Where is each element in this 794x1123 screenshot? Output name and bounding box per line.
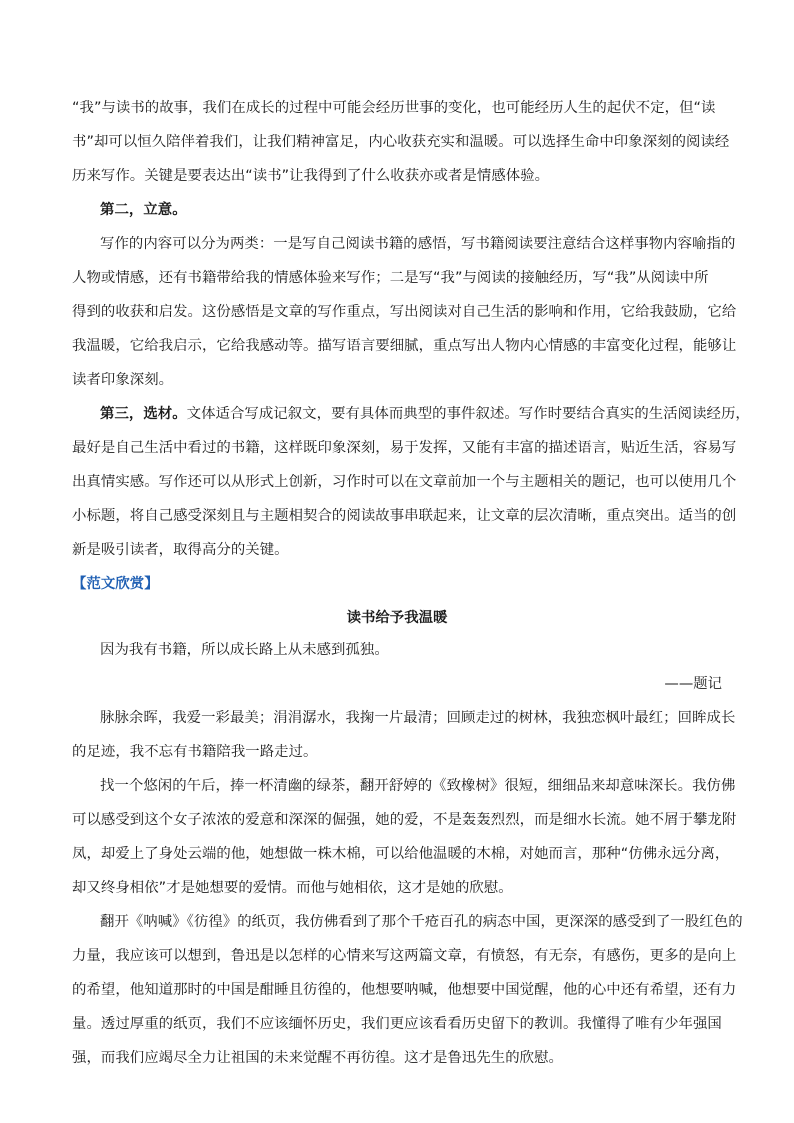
essay-p2-line-3: 凤，却爱上了身处云端的他，她想做一株木棉，可以给他温暖的木棉，对她而言，那种“仿佛永远分离，: [72, 846, 730, 862]
section-3-line-1: [100, 404, 750, 424]
intro-line-1: “我”与读书的故事，我们在成长的过程中可能会经历世事的变化，也可能经历人生的起伏不定，但“读: [72, 100, 716, 116]
essay-p2-line-2: 可以感受到这个女子浓浓的爱意和深深的倔强，她的爱，不是轰轰烈烈，而是细水长流。她不屑于攀龙附: [72, 812, 737, 828]
section-3-line-5: 新是吸引读者，取得高分的关键。: [72, 542, 289, 558]
section-2-line-4: 我温暖，它给我启示，它给我感动等。描写语言要细腻，重点写出人物内心情感的丰富变化过程，能够让: [72, 338, 737, 354]
essay-p2-line-1: 找一个悠闲的午后，捧一杯清幽的绿茶，翻开舒婷的《致橡树》很短，细细品来却意味深长。我仿佛: [100, 778, 736, 794]
section-3-line-4: 小标题，将自己感受深刻且与主题相契合的阅读故事串联起来，让文章的层次清晰，重点突出。适当的创: [72, 508, 737, 524]
essay-p3-line-3: 的希望，他知道那时的中国是酣睡且彷徨的，他想要呐喊，他想要中国觉醒，他的心中还有希望，还有力: [72, 982, 737, 998]
section-3-heading: 第三，选材。: [100, 406, 187, 422]
section-2-line-3: 得到的收获和启发。这份感悟是文章的写作重点，写出阅读对自己生活的影响和作用，它给我鼓励，它给: [72, 304, 737, 320]
essay-p2-line-4: 却又终身相依”才是她想要的爱情。而他与她相依，这才是她的欣慰。: [72, 880, 513, 896]
section-3-line-3: 出真情实感。写作还可以从形式上创新，习作时可以在文章前加一个与主题相关的题记，也可以使用几个: [72, 474, 737, 490]
essay-epigraph: 因为我有书籍，所以成长路上从未感到孤独。: [100, 642, 389, 658]
section-2-heading: 第二，立意。: [100, 202, 187, 218]
intro-line-2: 书”却可以恒久陪伴着我们，让我们精神富足，内心收获充实和温暖。可以选择生命中印象深刻的阅读经: [72, 134, 730, 150]
section-2-line-2: 人物或情感，还有书籍带给我的情感体验来写作；二是写“我”与阅读的接触经历，写“我”从阅读中所: [72, 270, 709, 286]
essay-p3-line-1: 翻开《呐喊》《彷徨》的纸页，我仿佛看到了那个千疮百孔的病态中国，更深深的感受到了一股红色的: [100, 914, 743, 930]
intro-line-3: 历来写作。关键是要表达出“读书”让我得到了什么收获亦或者是情感体验。: [72, 168, 550, 184]
epigraph-source: ——题记: [664, 676, 722, 692]
section-3-line-1-text: 文体适合写成记叙文，要有具体而典型的事件叙述。写作时要结合真实的生活阅读经历，: [186, 406, 750, 422]
section-2-line-1: 写作的内容可以分为两类：一是写自己阅读书籍的感悟，写书籍阅读要注意结合这样事物内容喻指的: [100, 236, 736, 252]
section-3-line-2: 最好是自己生活中看过的书籍，这样既印象深刻，易于发挥，又能有丰富的描述语言，贴近生活，容易写: [72, 440, 737, 456]
essay-p1-line-2: 的足迹，我不忘有书籍陪我一路走过。: [72, 744, 318, 760]
sample-essay-tag: 【范文欣赏】: [72, 576, 159, 592]
essay-p3-line-4: 量。透过厚重的纸页，我们不应该缅怀历史，我们更应该看看历史留下的教训。我懂得了唯有少年强国: [72, 1016, 722, 1032]
essay-title: 读书给予我温暖: [346, 610, 448, 626]
essay-p1-line-1: 脉脉余晖，我爱一彩最美；涓涓潺水，我掬一片最清；回顾走过的树林，我独恋枫叶最红；回眸成长: [100, 710, 736, 726]
essay-p3-line-2: 力量，我应该可以想到，鲁迅是以怎样的心情来写这两篇文章，有愤怒，有无奈，有感伤，更多的是向上: [72, 948, 737, 964]
section-2-line-5: 读者印象深刻。: [72, 372, 174, 388]
essay-p3-line-5: 强，而我们应竭尽全力让祖国的未来觉醒不再彷徨。这才是鲁迅先生的欣慰。: [72, 1050, 563, 1066]
